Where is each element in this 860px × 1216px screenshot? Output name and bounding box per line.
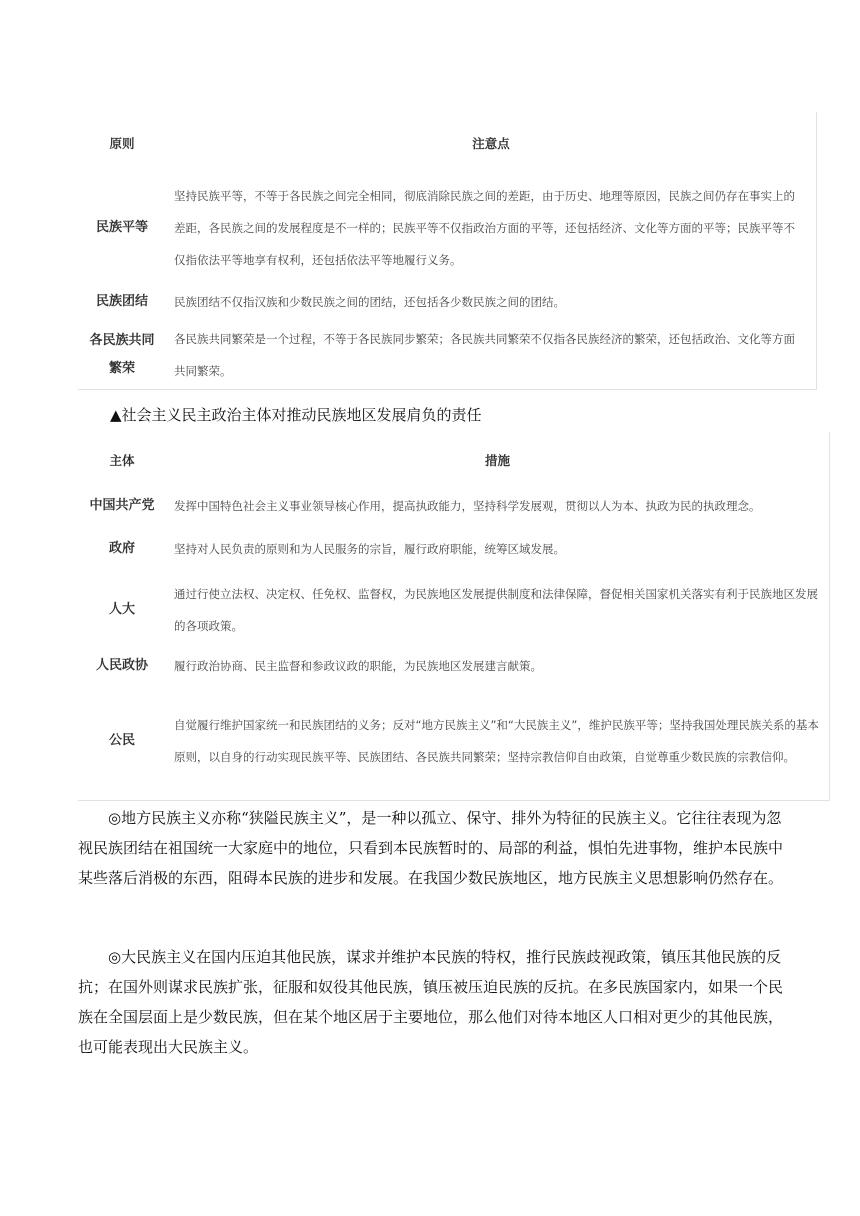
table1-header-notes: 注意点	[472, 136, 510, 151]
table1-value-equality: 坚持民族平等，不等于各民族之间完全相同，彻底消除民族之间的差距，由于历史、地理等原因，民族之间仍存在事实上的差距，各民族之间的发展程度是不一样的；民族平等不仅指政治方面的平等，还包括经济、文化等方面的平等；民族平等不仅指依法平等地享有权利，还包括依法平等地履行义务。	[174, 189, 795, 267]
table1-key-equality: 民族平等	[95, 220, 148, 235]
table2-value-citizens: 自觉履行维护国家统一和民族团结的义务；反对“地方民族主义”和“大民族主义”，维护民族平等；坚持我国处理民族关系的基本原则，以自身的行动实现民族平等、民族团结、各民族共同繁荣；坚持宗教信仰自由政策，自觉尊重少数民族的宗教信仰。	[174, 718, 819, 764]
paragraph-great-nationalism: ◎大民族主义在国内压迫其他民族，谋求并维护本民族的特权，推行民族歧视政策，镇压其他民族的反抗；在国外则谋求民族扩张，征服和奴役其他民族，镇压被压迫民族的反抗。在多民族国家内，如果一个民族在全国层面上是少数民族，但在某个地区居于主要地位，那么他们对待本地区人口相对更少的其他民族，也可能表现出大民族主义。	[78, 948, 784, 1056]
table2-key-government: 政府	[108, 541, 135, 556]
table2-value-party: 发挥中国特色社会主义事业领导核心作用，提高执政能力，坚持科学发展观，贯彻以人为本、执政为民的执政理念。	[174, 499, 761, 513]
table1-value-unity: 民族团结不仅指汉族和少数民族之间的团结，还包括各少数民族之间的团结。	[174, 295, 565, 309]
table1-key-prosperity: 各民族共同繁荣	[89, 333, 155, 376]
table2-header-measures: 措施	[484, 453, 510, 468]
table2-value-cppcc: 履行政治协商、民主监督和参政议政的职能，为民族地区发展建言献策。	[174, 659, 542, 673]
table2-value-npc: 通过行使立法权、决定权、任免权、监督权，为民族地区发展提供制度和法律保障，督促相关国家机关落实有利于民族地区发展的各项政策。	[174, 587, 818, 633]
responsibilities-table	[78, 432, 830, 801]
paragraph-local-nationalism: ◎地方民族主义亦称“狭隘民族主义”，是一种以孤立、保守、排外为特征的民族主义。它往往表现为忽视民族团结在祖国统一大家庭中的地位，只看到本民族暂时的、局部的利益，惧怕先进事物，维护本民族中某些落后消极的东西，阻碍本民族的进步和发展。在我国少数民族地区，地方民族主义思想影响仍然存在。	[78, 809, 784, 887]
table2-key-npc: 人大	[108, 602, 135, 617]
principles-table	[78, 112, 817, 390]
table2-key-party: 中国共产党	[89, 498, 155, 513]
table1-value-prosperity: 各民族共同繁荣是一个过程，不等于各民族同步繁荣；各民族共同繁荣不仅指各民族经济的繁荣，还包括政治、文化等方面共同繁荣。	[174, 332, 795, 378]
table2-header-subject: 主体	[109, 453, 135, 468]
table2-key-cppcc: 人民政协	[95, 658, 148, 673]
table2-key-citizens: 公民	[108, 733, 135, 748]
table2-value-government: 坚持对人民负责的原则和为人民服务的宗旨，履行政府职能，统筹区域发展。	[174, 542, 565, 556]
table1-key-unity: 民族团结	[95, 294, 148, 309]
table1-header-principle: 原则	[109, 136, 135, 151]
section-caption: ▲社会主义民主政治主体对推动民族地区发展肩负的责任	[110, 406, 482, 424]
